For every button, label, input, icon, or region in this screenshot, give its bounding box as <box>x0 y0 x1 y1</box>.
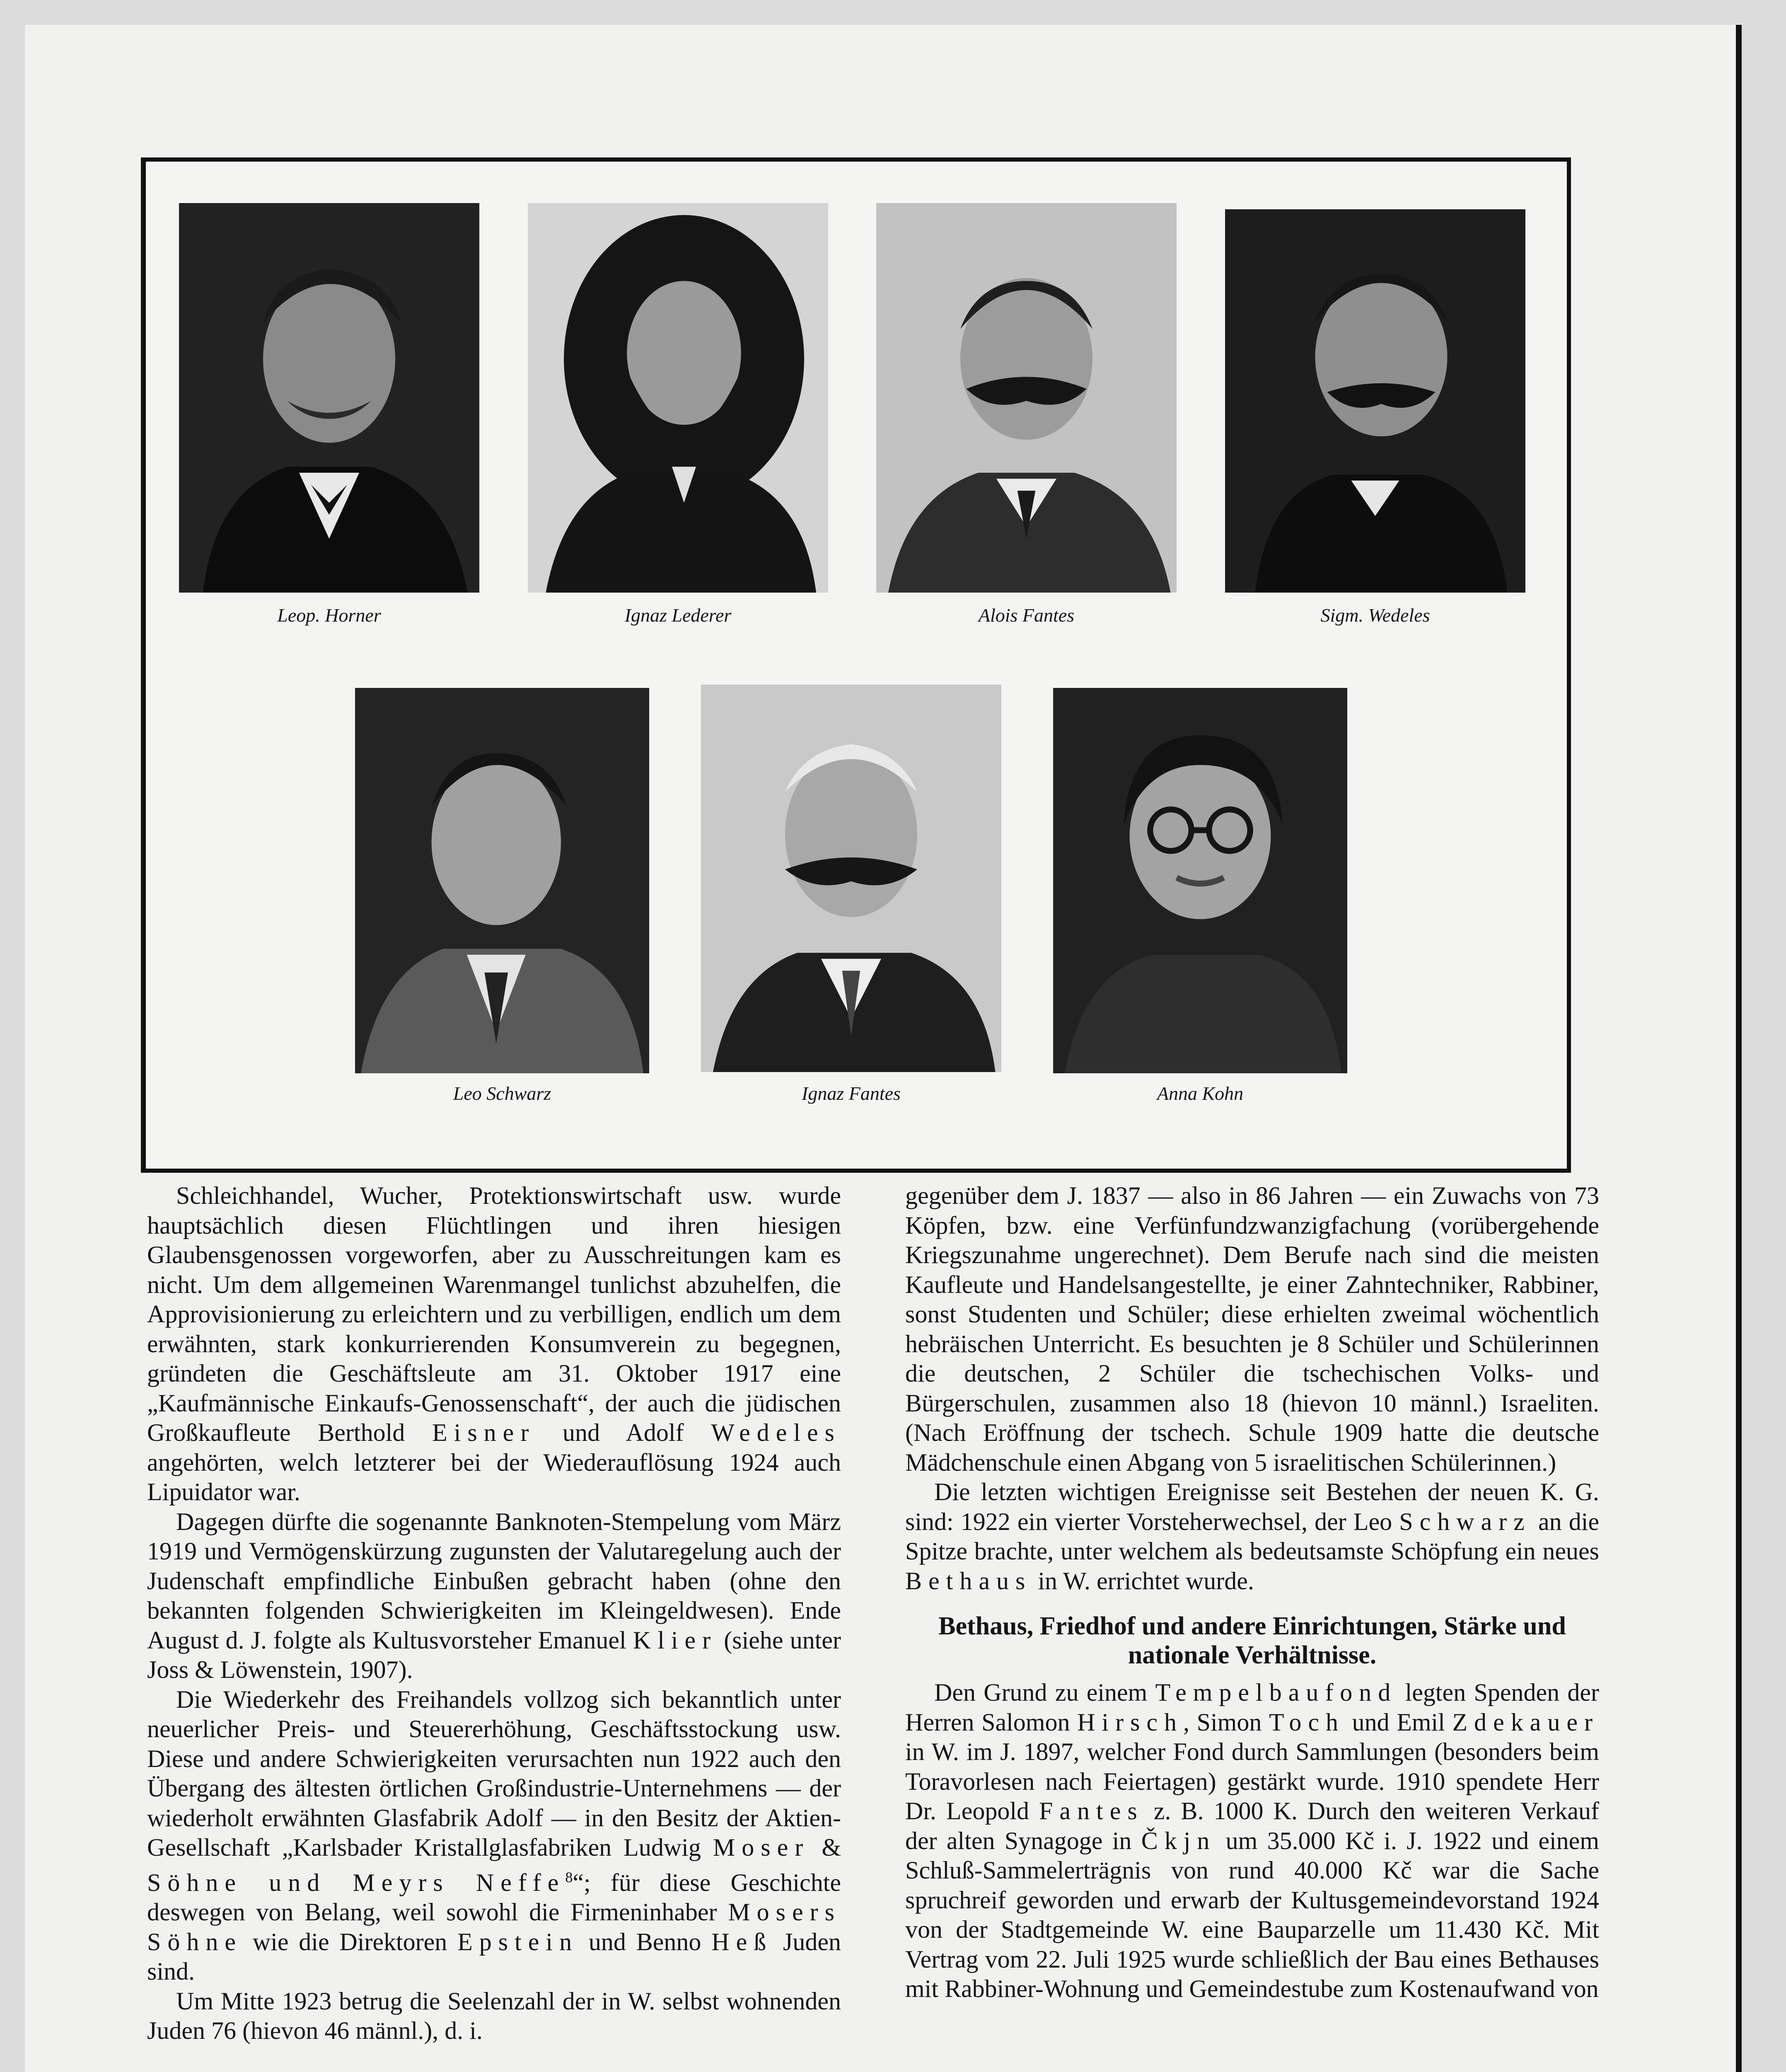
section-heading: Bethaus, Friedhof und andere Einrichtungen, Stärke und nationale Verhältnisse. <box>938 1612 1566 1669</box>
portrait-photo <box>1225 209 1525 593</box>
paragraph: Den Grund zu einem Tempelbaufond legten Spenden der Herren Salomon Hirsch, Simon Toch und Emil Zdekauer in W. im J. 1897, welcher Fond durch Sammlungen (besonders beim Toravorlesen nach Feiertagen) gestärkt wurde. 1910 spendete Herr Dr. Leopold Fantes z. B. 1000 K. Durch den weiteren Verkauf der alten Synagoge in Čkjn um 35.000 Kč i. J. 1922 und einem Schluß-Sammelerträgnis von rund 40.000 Kč war die Sache spruchreif geworden und erwarb der Kultusgemeindevorstand 1924 von der Stadtgemeinde W. eine Bauparzelle um 11.430 Kč. Mit Vertrag vom 22. Juli 1925 wurde schließlich der Bau eines Bethauses mit Rabbiner-Wohnung und Gemeindestube zum Kostenaufwand von <box>905 1679 1599 2002</box>
paragraph: Um Mitte 1923 betrug die Seelenzahl der in W. selbst wohnenden Juden 76 (hievon 46 männl.), d. i. <box>147 1987 841 2044</box>
footnote-marker[interactable]: 8 <box>565 1869 573 1886</box>
portrait-gallery <box>141 157 1571 1173</box>
portrait-photo <box>876 203 1177 593</box>
portrait-alois-fantes <box>876 203 1177 630</box>
right-column <box>905 1181 1599 2004</box>
portrait-caption: Sigm. Wedeles <box>1320 605 1430 626</box>
portrait-caption: Leop. Horner <box>277 605 381 626</box>
portrait-ignaz-lederer <box>528 203 828 630</box>
portrait-leo-schwarz <box>355 688 649 1119</box>
portrait-caption: Ignaz Fantes <box>802 1083 901 1104</box>
document-page <box>25 25 1742 2072</box>
portrait-caption: Leo Schwarz <box>453 1083 551 1104</box>
portrait-ignaz-fantes <box>701 685 1001 1119</box>
paragraph: Die Wiederkehr des Freihandels vollzog sich bekanntlich unter neuerlicher Preis- und Steuererhöhung, Geschäftsstockung usw. Diese und andere Schwierigkeiten verursachten nun 1922 auch den Übergang des ältesten örtlichen Großindustrie-Unternehmens — der wiederholt erwähnten Glasfabrik Adolf — in den Besitz der Aktien-Gesellschaft „Karlsbader Kristallglasfabriken Ludwig Moser & Söhne und Meyrs Neffe$^8$“; für diese Geschichte deswegen von Belang, weil sowohl die Firmeninhaber Mosers Söhne wie die Direktoren Epstein und Benno Heß Juden sind. <box>147 1685 841 1985</box>
portrait-caption: Anna Kohn <box>1157 1083 1244 1104</box>
portrait-photo <box>528 203 828 593</box>
paragraph: Dagegen dürfte die sogenannte Banknoten-Stempelung vom März 1919 und Vermögenskürzung zugunsten der Valutaregelung auch der Judenschaft empfindliche Einbußen gebracht haben (ohne den bekannten folgenden Schwierigkeiten im Kleingeldwesen). Ende August d. J. folgte als Kultusvorsteher Emanuel Klier (siehe unter Joss & Löwenstein, 1907). <box>147 1508 841 1683</box>
portrait-photo <box>179 203 479 593</box>
paragraph: Die letzten wichtigen Ereignisse seit Bestehen der neuen K. G. sind: 1922 ein vierter Vorsteherwechsel, der Leo Schwarz an die Spitze brachte, unter welchem als bedeutsamste Schöpfung ein neues Bethaus in W. errichtet wurde. <box>905 1478 1599 1595</box>
portrait-caption: Ignaz Lederer <box>624 605 732 626</box>
portrait-photo <box>355 688 649 1073</box>
portrait-photo <box>1053 688 1347 1073</box>
portrait-photo <box>701 685 1001 1072</box>
portrait-leop-horner <box>179 203 479 630</box>
paragraph: gegenüber dem J. 1837 — also in 86 Jahren — ein Zuwachs von 73 Köpfen, bzw. eine Verfünfundzwanzigfachung (vorübergehende Kriegszunahme ungerechnet). Dem Berufe nach sind die meisten Kaufleute und Handelsangestellte, je einer Zahntechniker, Rabbiner, sonst Studenten und Schüler; diese erhielten zweimal wöchentlich hebräischen Unterricht. Es besuchten je 8 Schüler und Schülerinnen die deutschen, 2 Schüler die tschechischen Volks- und Bürgerschulen, zusammen also 18 (hievon 10 männl.) Israeliten. (Nach Eröffnung der tschech. Schule 1909 hatte die deutsche Mädchenschule einen Abgang von 5 israelitischen Schülerinnen.) <box>905 1182 1599 1476</box>
article-body <box>147 1181 1601 2072</box>
portrait-caption: Alois Fantes <box>978 605 1075 626</box>
paragraph: Schleichhandel, Wucher, Protektionswirtschaft usw. wurde hauptsächlich diesen Flüchtlingen und ihren hiesigen Glaubensgenossen vorgeworfen, aber zu Ausschreitungen kam es nicht. Um dem allgemeinen Warenmangel tunlichst abzuhelfen, die Approvisionierung zu erleichtern und zu verbilligen, endlich um dem erwähnten, stark konkurrierenden Konsumverein zu begegnen, gründeten die Geschäftsleute am 31. Oktober 1917 eine „Kaufmännische Einkaufs-Genossenschaft“, der auch die jüdischen Großkaufleute Berthold Eisner und Adolf Wedeles angehörten, welch letzterer bei der Wiederauflösung 1924 auch Lipuidator war. <box>147 1182 841 1506</box>
left-column <box>147 1181 841 2046</box>
portrait-sigm-wedeles <box>1225 209 1525 630</box>
portrait-anna-kohn <box>1053 688 1347 1119</box>
